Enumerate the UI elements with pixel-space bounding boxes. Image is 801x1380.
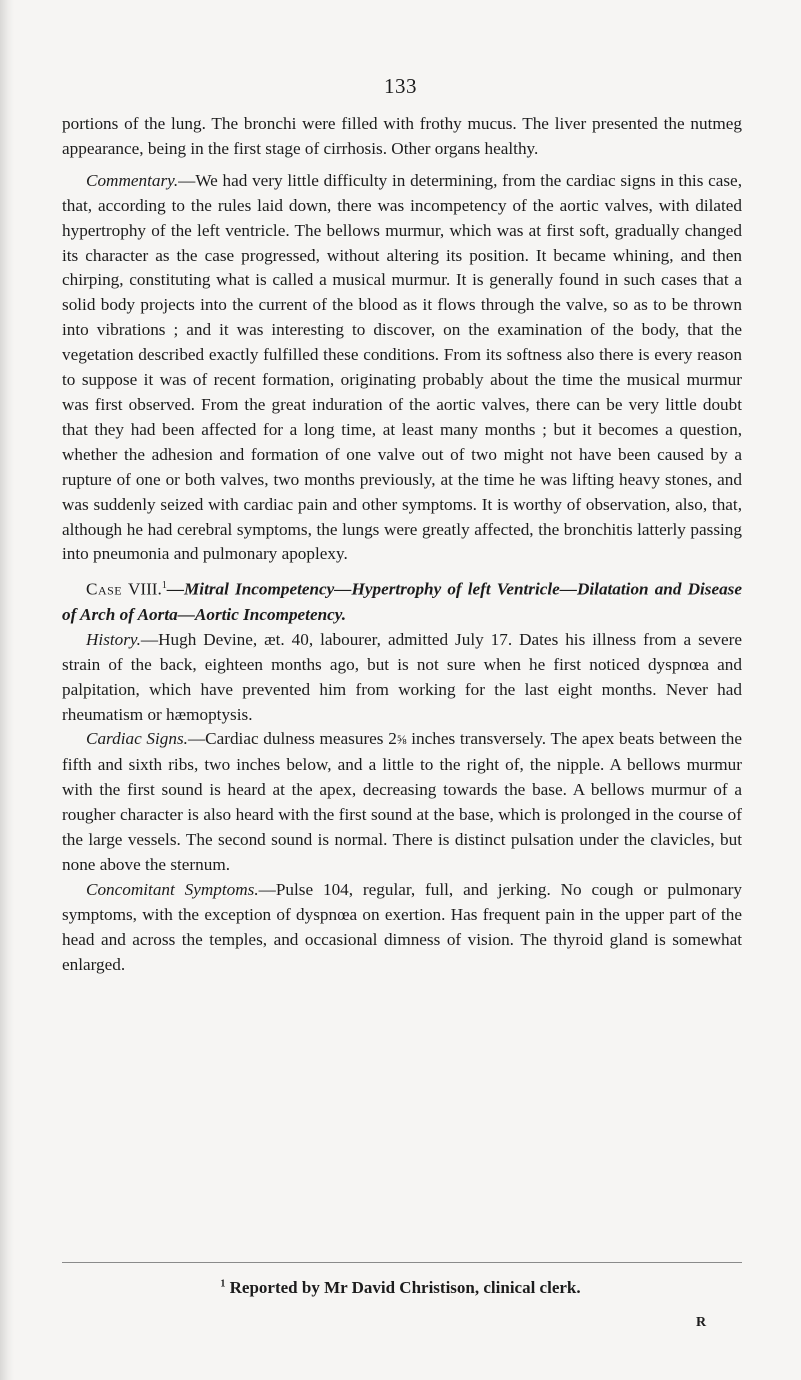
paragraph-history — [62, 628, 742, 728]
case-heading — [62, 574, 742, 628]
commentary-label: Commentary. — [86, 170, 179, 190]
signature-mark: R — [696, 1315, 707, 1330]
case-number: VIII. — [127, 580, 162, 600]
footnote-text: Reported by Mr David Christison, clinical clerk. — [225, 1278, 581, 1297]
footnote — [0, 1278, 801, 1298]
footnote-mark: 1 — [220, 1278, 226, 1290]
cardiac-label: Cardiac Signs. — [86, 729, 188, 749]
footnote-divider — [62, 1262, 742, 1263]
paragraph-concomitant — [62, 878, 742, 978]
case-title: —Mitral Incompetency—Hypertrophy of left Ventricle—Dilatation and Disease of Arch of Aorta—Aortic Incompetency. — [62, 580, 742, 624]
commentary-text: —We had very little difficulty in determining, from the cardiac signs in this case, that, according to the rules laid down, there was incompetency of the aortic valves, with dilated hypertrophy of the left ventricle. The bellows murmur, which was at first soft, gradually changed its character as the case progressed, without altering its position. It became whining, and then chirping, constituting what is called a musical murmur. It is generally found in such cases that a solid body projects into the current of the blood as it flows through the valve, so as to be thrown into vibrations ; and it was interesting to discover, on the examination of the body, that the vegetation described exactly fulfilled these conditions. From its softness also there is every reason to suppose it was of recent formation, originating probably about the time the musical murmur was first observed. From the great induration of the aortic valves, there can be very little doubt that they had been affected for a long time, at least many months ; but it becomes a question, whether the adhesion and formation of one valve out of two might not have been caused by a rupture of one or both valves, two months previously, at the time he was lifting heavy stones, and was suddenly seized with cardiac pain and other symptoms. It is worthy of observation, also, that, although he had cerebral symptoms, the lungs were greatly affected, the bronchitis latterly passing into pneumonia and pulmonary apoplexy. — [62, 170, 742, 564]
cardiac-text-before: —Cardiac dulness measures 2 — [187, 729, 397, 749]
concomitant-text: —Pulse 104, regular, full, and jerking. No cough or pulmonary symptoms, with the exception of dyspnœa on exertion. Has frequent pain in the upper part of the head and across the temples, and occasional dimness of vision. The thyroid gland is somewhat enlarged. — [62, 879, 743, 974]
footnote-ref: 1 — [161, 580, 167, 592]
paragraph-commentary — [62, 169, 742, 568]
paragraph-cardiac-signs — [62, 727, 742, 877]
history-label: History. — [86, 629, 141, 649]
concomitant-label: Concomitant Symptoms. — [86, 879, 259, 899]
page-number: 133 — [384, 74, 417, 98]
paragraph-continuation: portions of the lung. The bronchi were filled with frothy mucus. The liver presented the nutmeg appearance, being in the first stage of cirrhosis. Other organs healthy. — [62, 114, 742, 158]
cardiac-fraction: ⅝ — [396, 732, 407, 748]
case-label: Case — [86, 580, 123, 600]
page-edge-shadow — [0, 0, 14, 1380]
history-text: —Hugh Devine, æt. 40, labourer, admitted July 17. Dates his illness from a severe strain of the back, eighteen months ago, but is not sure when he first noticed dyspnœa and palpitation, which have prevented him from working for the last eight months. Never had rheumatism or hæmoptysis. — [62, 629, 742, 724]
cardiac-text-after: inches transversely. The apex beats between the fifth and sixth ribs, two inches below, and a little to the right of, the nipple. A bellows murmur with the first sound is heard at the apex, decreasing towards the base. A bellows murmur of a rougher character is also heard with the first sound at the base, which is prolonged in the course of the large vessels. The second sound is normal. There is distinct pulsation under the clavicles, but none above the sternum. — [62, 729, 742, 875]
body-text — [62, 112, 742, 978]
